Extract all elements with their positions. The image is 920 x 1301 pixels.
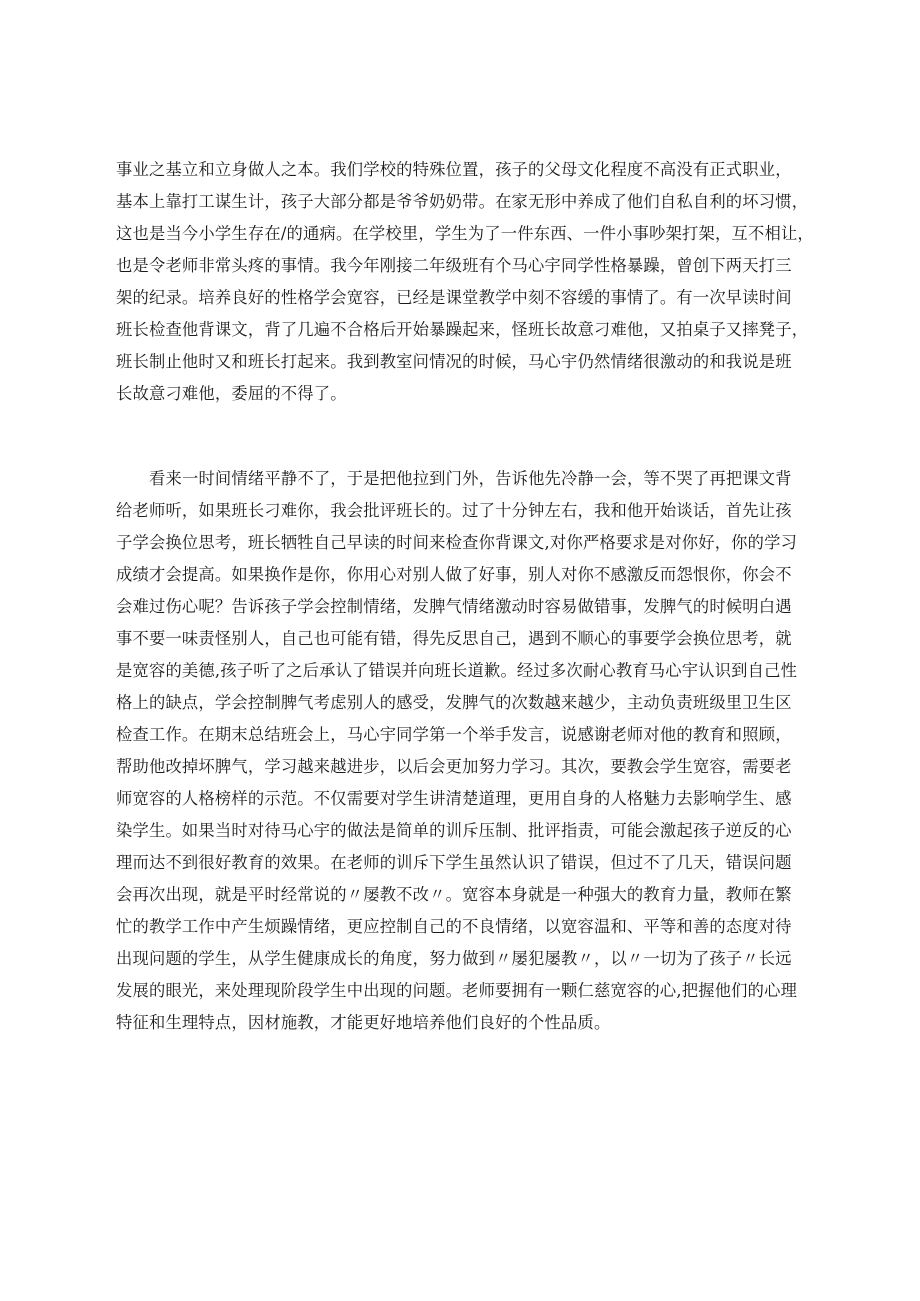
- paragraph-line: 这也是当今小学生存在/的通病。在学校里，学生为了一件东西、一件小事吵架打架，互不相让，: [116, 224, 814, 243]
- paragraph-line: 忙的教学工作中产生烦躁情绪，更应控制自己的不良情绪，以宽容温和、平等和善的态度对待: [116, 917, 792, 936]
- paragraph-line: 长故意刁难他，委屈的不得了。: [116, 384, 347, 403]
- paragraph-line: 架的纪录。培养良好的性格学会宽容，已经是课堂教学中刻不容缓的事情了。有一次早读时间: [116, 288, 792, 307]
- paragraph-line: 成绩才会提高。如果换作是你，你用心对别人做了好事，别人对你不感激反而怨恨你，你会不: [116, 565, 792, 584]
- paragraph-line: 检查工作。在期末总结班会上，马心宇同学第一个举手发言，说感谢老师对他的教育和照顾，: [116, 725, 792, 744]
- paragraph-line: 也是令老师非常头疼的事情。我今年刚接二年级班有个马心宇同学性格暴躁，曾创下两天打三: [116, 256, 792, 275]
- paragraph-line: 给老师听，如果班长刁难你，我会批评班长的。过了十分钟左右，我和他开始谈话，首先让孩: [116, 501, 792, 520]
- paragraph-line: 是宽容的美德,孩子听了之后承认了错误并向班长道歉。经过多次耐心教育马心宇认识到自己性: [116, 661, 798, 680]
- paragraph-line: 事不要一味责怪别人，自己也可能有错，得先反思自己，遇到不顺心的事要学会换位思考，就: [116, 629, 792, 648]
- paragraph-line: 看来一时间情绪平静不了，于是把他拉到门外，告诉他先冷静一会，等不哭了再把课文背: [149, 469, 792, 488]
- paragraph-line: 格上的缺点，学会控制脾气考虑别人的感受，发脾气的次数越来越少，主动负责班级里卫生区: [116, 693, 792, 712]
- paragraph-1: [116, 154, 816, 410]
- paragraph-line: 班长制止他时又和班长打起来。我到教室问情况的时候，马心宇仍然情绪很激动的和我说是班: [116, 352, 792, 371]
- paragraph-line: 会再次出现，就是平时经常说的〃屡教不改〃。宽容本身就是一种强大的教育力量，教师在繁: [116, 885, 792, 904]
- paragraph-line: 发展的眼光，来处理现阶段学生中出现的问题。老师要拥有一颗仁慈宽容的心,把握他们的心理: [116, 981, 798, 1000]
- paragraph-line: 基本上靠打工谋生计，孩子大部分都是爷爷奶奶带。在家无形中养成了他们自私自利的坏习惯，: [116, 192, 809, 211]
- paragraph-line: 会难过伤心呢？告诉孩子学会控制情绪，发脾气情绪激动时容易做错事，发脾气的时候明白遇: [116, 597, 792, 616]
- paragraph-line: 班长检查他背课文，背了几遍不合格后开始暴躁起来，怪班长故意刁难他，又拍桌子又摔凳子，: [116, 320, 809, 339]
- paragraph-line: 特征和生理特点，因材施教，才能更好地培养他们良好的个性品质。: [116, 1013, 611, 1032]
- paragraph-line: 师宽容的人格榜样的示范。不仅需要对学生讲清楚道理，更用自身的人格魅力去影响学生、感: [116, 789, 792, 808]
- paragraph-line: 出现问题的学生，从学生健康成长的角度，努力做到〃屡犯屡教〃，以〃一切为了孩子〃长远: [116, 949, 792, 968]
- paragraph-line: 理而达不到很好教育的效果。在老师的训斥下学生虽然认识了错误，但过不了几天，错误问题: [116, 853, 792, 872]
- paragraph-2: [116, 463, 816, 1039]
- paragraph-line: 子学会换位思考，班长牺牲自己早读的时间来检查你背课文,对你严格要求是对你好，你的学习: [116, 533, 798, 552]
- paragraph-line: 帮助他改掉坏脾气，学习越来越进步，以后会更加努力学习。其次，要教会学生宽容，需要老: [116, 757, 792, 776]
- paragraph-line: 事业之基立和立身做人之本。我们学校的特殊位置，孩子的父母文化程度不高没有正式职业，: [116, 160, 792, 179]
- paragraph-line: 染学生。如果当时对待马心宇的做法是简单的训斥压制、批评指责，可能会激起孩子逆反的心: [116, 821, 792, 840]
